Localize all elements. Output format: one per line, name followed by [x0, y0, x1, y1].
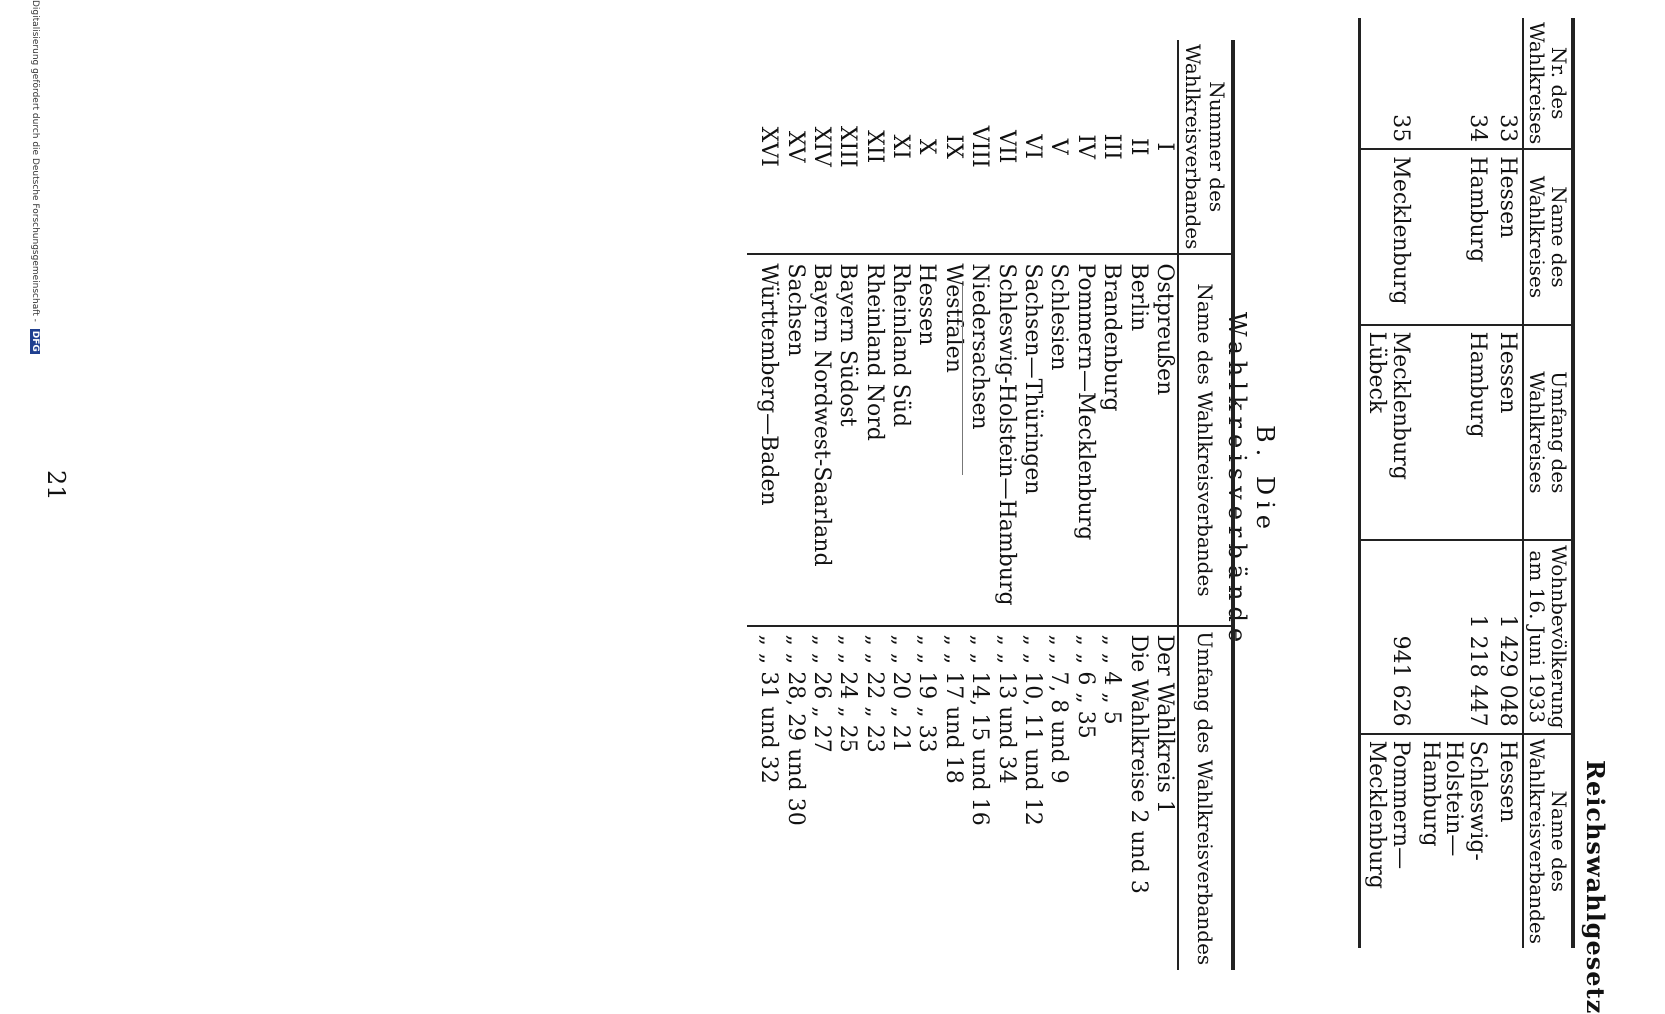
cell-nummer: IV: [1072, 134, 1098, 159]
cell-verband-name: Rheinland Süd: [887, 254, 913, 625]
cell-nr: 34: [1465, 114, 1491, 143]
separator-line: [962, 285, 963, 475]
dfg-logo-badge: DFG: [30, 330, 40, 352]
cell-nummer: XV: [782, 130, 808, 163]
table-row: [1151, 40, 1178, 970]
cell-verband-name: Sachsen—Thüringen: [1019, 254, 1045, 625]
cell-verband-name: Bayern Nordwest-Saarland: [808, 254, 834, 625]
cell-verband: Schleswig-Holstein—Hamburg: [1415, 734, 1492, 948]
cell-verband-umfang: „ „ 13 und 34: [992, 626, 1018, 970]
cell-verband: Hessen: [1492, 734, 1523, 948]
cell-verband-name: Schleswig-Holstein—Hamburg: [992, 254, 1018, 625]
cell-verband-umfang: „ „ 14, 15 und 16: [966, 626, 992, 970]
cell-umfang: Mecklenburg Lübeck: [1360, 325, 1415, 541]
cell-nummer: IX: [940, 134, 966, 159]
cell-verband-umfang: „ „ 28, 29 und 30: [781, 626, 807, 970]
cell-verband: Pommern—Mecklenburg: [1360, 734, 1415, 948]
table-body: [747, 40, 1178, 970]
table-row: [913, 40, 939, 970]
cell-nummer: III: [1099, 133, 1125, 160]
header-nummer: Nummer des Wahlkreisverbandes: [1178, 40, 1233, 254]
electoral-district-table: [1358, 18, 1575, 948]
footer-text: Digitalisierung gefördert durch die Deutsche Forschungsgemeinschaft -: [30, 0, 40, 322]
cell-verband-name: Ostpreußen: [1151, 254, 1178, 625]
table-row: [1019, 40, 1045, 970]
table-row: [808, 40, 834, 970]
table-row: [1360, 18, 1415, 948]
cell-verband-name: Rheinland Nord: [860, 254, 886, 625]
table-row: [860, 40, 886, 970]
cell-nummer: X: [914, 138, 940, 155]
page-number: 21: [42, 470, 70, 501]
cell-verband-umfang: Der Wahlkreis 1: [1151, 626, 1178, 970]
cell-name: Hessen: [1492, 149, 1523, 324]
cell-verband-umfang: „ „ 6 „ 35: [1071, 626, 1097, 970]
table-row: [966, 40, 992, 970]
cell-nummer: XIV: [808, 126, 834, 167]
header-population: Wohnbevölkerung am 16. Juni 1933: [1523, 540, 1573, 733]
cell-population: 1 218 447: [1415, 540, 1492, 733]
cell-verband-umfang: „ „ 19 „ 33: [913, 626, 939, 970]
cell-nummer: XVI: [756, 126, 782, 167]
table-row: [1124, 40, 1150, 970]
running-head: Reichswahlgesetz: [1581, 760, 1610, 1014]
cell-verband-umfang: „ „ 20 „ 21: [887, 626, 913, 970]
table-row: [887, 40, 913, 970]
cell-verband-umfang: „ „ 10, 11 und 12: [1019, 626, 1045, 970]
table-row: [1098, 40, 1124, 970]
cell-verband-name: Württemberg—Baden: [747, 254, 781, 625]
cell-nummer: VII: [993, 130, 1019, 164]
table-row: [781, 40, 807, 970]
table-row: [992, 40, 1018, 970]
table-row: [834, 40, 860, 970]
cell-verband-name: Bayern Südost: [834, 254, 860, 625]
cell-population: 1 429 048: [1492, 540, 1523, 733]
table-row: [1415, 18, 1492, 948]
header-verband-name: Name des Wahlkreisverbandes: [1178, 254, 1233, 625]
cell-verband-umfang: Die Wahlkreise 2 und 3: [1124, 626, 1150, 970]
table-row: [1045, 40, 1071, 970]
cell-verband-umfang: „ „ 31 und 32: [747, 626, 781, 970]
header-nr: Nr. des Wahlkreises: [1523, 18, 1573, 149]
footer: [30, 0, 40, 1000]
header-name: Name des Wahlkreises: [1523, 149, 1573, 324]
cell-verband-name: Sachsen: [781, 254, 807, 625]
cell-verband-name: Schlesien: [1045, 254, 1071, 625]
table-row: [939, 40, 965, 970]
section-title: B. Die Wahlkreisverbände: [1223, 311, 1279, 649]
cell-verband-umfang: „ „ 17 und 18: [939, 626, 965, 970]
table-row: [1071, 40, 1097, 970]
cell-nr: 35: [1360, 18, 1415, 149]
header-verband: Name des Wahlkreisverbandes: [1523, 734, 1573, 948]
cell-nummer: XIII: [835, 125, 861, 168]
cell-nummer: VIII: [967, 125, 993, 168]
cell-verband-umfang: „ „ 4 „ 5: [1098, 626, 1124, 970]
cell-verband-umfang: „ „ 7, 8 und 9: [1045, 626, 1071, 970]
header-verband-umfang: Umfang des Wahlkreisverbandes: [1178, 626, 1233, 970]
header-umfang: Umfang des Wahlkreises: [1523, 325, 1573, 541]
cell-verband-umfang: „ „ 22 „ 23: [860, 626, 886, 970]
cell-nummer: II: [1125, 138, 1151, 156]
cell-nr: 33: [1494, 114, 1520, 143]
cell-name: Hamburg: [1415, 149, 1492, 324]
table-row: [1492, 18, 1523, 948]
cell-verband-name: Brandenburg: [1098, 254, 1124, 625]
table-row: [747, 40, 781, 970]
cell-umfang: Hamburg: [1415, 325, 1492, 541]
cell-nummer: XII: [861, 130, 887, 164]
cell-nummer: I: [1152, 142, 1177, 152]
cell-umfang: Hessen: [1492, 325, 1523, 541]
cell-verband-name: Berlin: [1124, 254, 1150, 625]
electoral-association-table: [747, 40, 1235, 970]
table-header-row: [1523, 18, 1573, 948]
cell-verband-umfang: „ „ 26 „ 27: [808, 626, 834, 970]
cell-verband-name: Niedersachsen: [966, 254, 992, 625]
cell-nummer: VI: [1020, 134, 1046, 159]
table-header-row: [1178, 40, 1233, 970]
cell-population: 941 626: [1360, 540, 1415, 733]
cell-nummer: XI: [888, 134, 914, 159]
cell-nummer: V: [1046, 138, 1072, 155]
cell-verband-umfang: „ „ 24 „ 25: [834, 626, 860, 970]
cell-name: Mecklenburg: [1360, 149, 1415, 324]
cell-verband-name: Hessen: [913, 254, 939, 625]
cell-verband-name: Westfalen: [939, 254, 965, 625]
cell-verband-name: Pommern—Mecklenburg: [1071, 254, 1097, 625]
